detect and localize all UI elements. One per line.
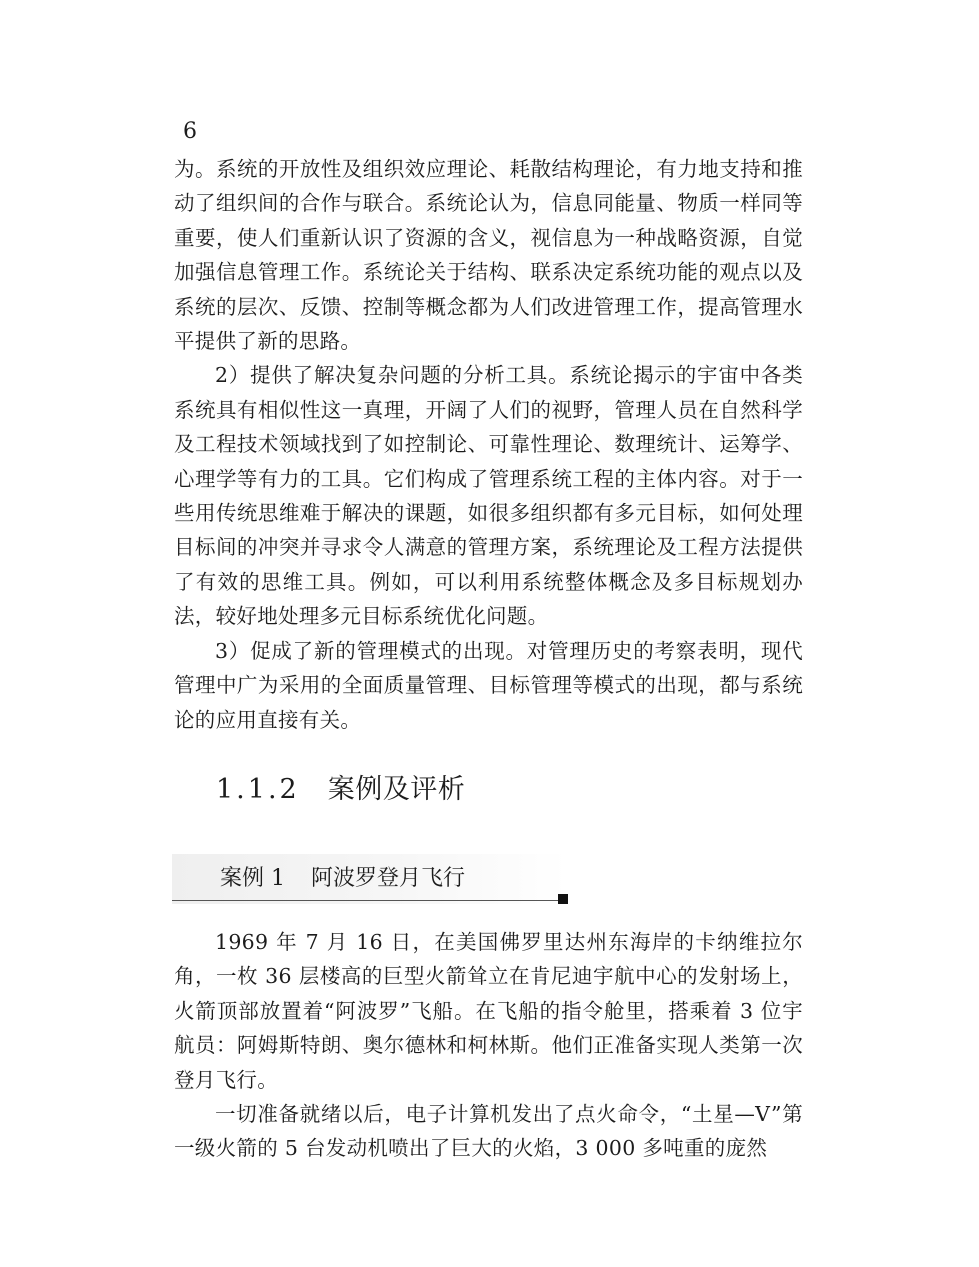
case-end-marker xyxy=(558,894,568,904)
paragraph: 3）促成了新的管理模式的出现。对管理历史的考察表明，现代管理中广为采用的全面质量管理、目标管理等模式的出现，都与系统论的应用直接有关。 xyxy=(174,638,803,732)
body-text xyxy=(174,152,803,737)
section-heading xyxy=(216,770,465,810)
paragraph: 2）提供了解决复杂问题的分析工具。系统论揭示的宇宙中各类系统具有相似性这一真理，开阔了人们的视野，管理人员在自然科学及工程技术领域找到了如控制论、可靠性理论、数理统计、运筹学、心理学等有力的工具。它们构成了管理系统工程的主体内容。对于一些用传统思维难于解决的课题，如很多组织都有多元目标，如何处理目标间的冲突并寻求令人满意的管理方案，系统理论及工程方法提供了有效的思维工具。例如，可以利用系统整体概念及多目标规划办法，较好地处理多元目标系统优化问题。 xyxy=(174,363,803,629)
paragraph: 1969 年 7 月 16 日，在美国佛罗里达州东海岸的卡纳维拉尔角，一枚 36 层楼高的巨型火箭耸立在肯尼迪宇航中心的发射场上，火箭顶部放置着“阿波罗”飞船。在飞船的指令舱里，搭乘着 3 位宇航员：阿姆斯特朗、奥尔德林和柯林斯。他们正准备实现人类第一次登月飞行。 xyxy=(174,930,803,1092)
section-number: 1.1.2 xyxy=(216,774,300,805)
case-number: 案例 1 xyxy=(220,866,285,891)
page-number: 6 xyxy=(183,119,197,144)
case-underline xyxy=(172,900,564,902)
paragraph: 为。系统的开放性及组织效应理论、耗散结构理论，有力地支持和推动了组织间的合作与联合。系统论认为，信息同能量、物质一样同等重要，使人们重新认识了资源的含义，视信息为一种战略资源，自觉加强信息管理工作。系统论关于结构、联系决定系统功能的观点以及系统的层次、反馈、控制等概念都为人们改进管理工作，提高管理水平提供了新的思路。 xyxy=(174,157,803,354)
case-title: 阿波罗登月飞行 xyxy=(311,866,466,891)
paragraph: 一切准备就绪以后，电子计算机发出了点火命令，“土星—V”第一级火箭的 5 台发动机喷出了巨大的火焰，3 000 多吨重的庞然 xyxy=(174,1102,803,1161)
section-title: 案例及评析 xyxy=(327,774,466,805)
case-heading xyxy=(220,864,465,894)
case-heading-box xyxy=(172,854,568,904)
case-text xyxy=(174,925,803,1166)
